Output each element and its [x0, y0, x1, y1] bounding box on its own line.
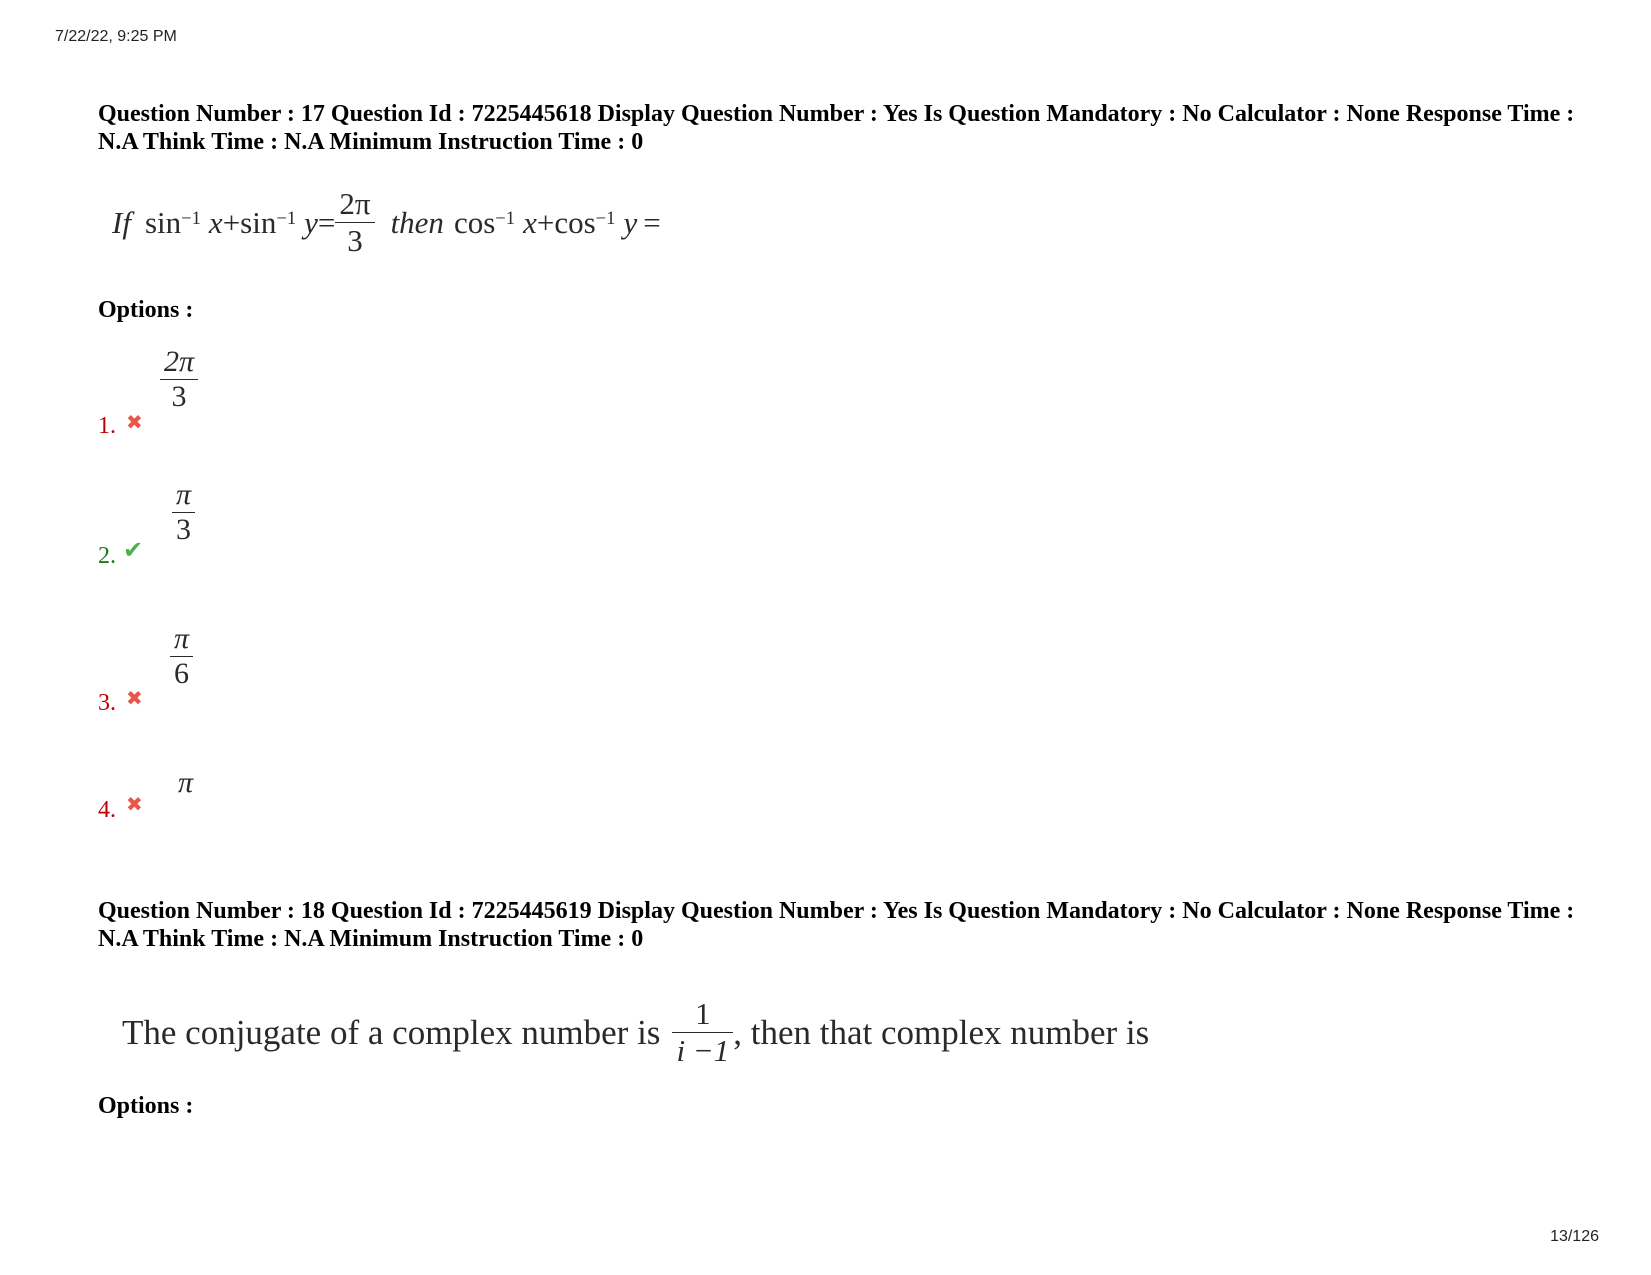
option-4-value: π	[178, 766, 194, 799]
math-eq-1: =	[317, 204, 336, 240]
option-3-number: 3.	[98, 690, 116, 716]
fraction-numerator: 2π	[339, 186, 371, 221]
question-17-options-label: Options :	[98, 297, 194, 323]
math-eq-2: =	[643, 204, 661, 240]
question-18-options-label: Options :	[98, 1093, 194, 1119]
math-cos-1: cos	[453, 204, 496, 240]
page-number: 13/126	[1550, 1228, 1599, 1245]
math-fraction	[335, 186, 374, 259]
math-cos-2: cos	[554, 204, 596, 240]
math-plus-2: +	[536, 204, 555, 240]
math-if: If	[112, 204, 131, 240]
math-x-1: x	[208, 204, 223, 240]
math-inv-2: −1	[276, 207, 297, 229]
option-2-number: 2.	[98, 543, 116, 569]
question-18-header: Question Number : 18 Question Id : 7225445619 Display Question Number : Yes Is Question Mandatory : No Calculator : None Response Time : N.A Think Time : N.A Minimum Instruction Time : 0	[98, 898, 1575, 952]
cross-icon: ✖	[126, 794, 143, 816]
math-sin-2: sin	[240, 204, 277, 240]
option-2-value	[172, 478, 195, 547]
option-3-denominator: 6	[174, 657, 190, 690]
math-prefix: The conjugate of a complex number is	[122, 1012, 661, 1052]
math-y-1: y	[304, 204, 318, 240]
cross-icon: ✖	[126, 688, 143, 710]
math-inv-1: −1	[181, 207, 201, 229]
check-icon: ✔	[123, 538, 144, 564]
option-2-numerator: π	[176, 478, 192, 511]
cross-icon: ✖	[126, 412, 143, 434]
math-inv-3: −1	[495, 207, 516, 229]
option-1-numerator: 2π	[164, 345, 195, 378]
math-y-2: y	[623, 204, 638, 240]
fraction-denominator: 3	[347, 223, 363, 258]
option-3-value	[170, 622, 193, 691]
option-1-number: 1.	[98, 413, 116, 439]
option-1-value	[160, 345, 198, 414]
question-17-math	[112, 186, 661, 259]
question-18-math	[122, 996, 1149, 1069]
math-sin-1: sin	[144, 204, 182, 240]
fraction-numerator: 1	[695, 996, 711, 1031]
option-3-numerator: π	[174, 622, 190, 655]
fraction-denominator: i −1	[676, 1033, 730, 1068]
question-17-header: Question Number : 17 Question Id : 7225445618 Display Question Number : Yes Is Question Mandatory : No Calculator : None Response Time : N.A Think Time : N.A Minimum Instruction Time : 0	[98, 101, 1575, 155]
option-2-denominator: 3	[176, 513, 192, 546]
math-x-2: x	[523, 204, 537, 240]
math-then: then	[390, 204, 444, 240]
option-4-number: 4.	[98, 797, 116, 823]
option-1-denominator: 3	[171, 380, 187, 413]
math-suffix: , then that complex number is	[733, 1012, 1150, 1052]
math-inv-4: −1	[595, 207, 616, 229]
math-fraction	[672, 996, 733, 1069]
print-timestamp: 7/22/22, 9:25 PM	[55, 28, 177, 45]
math-plus-1: +	[222, 204, 241, 240]
